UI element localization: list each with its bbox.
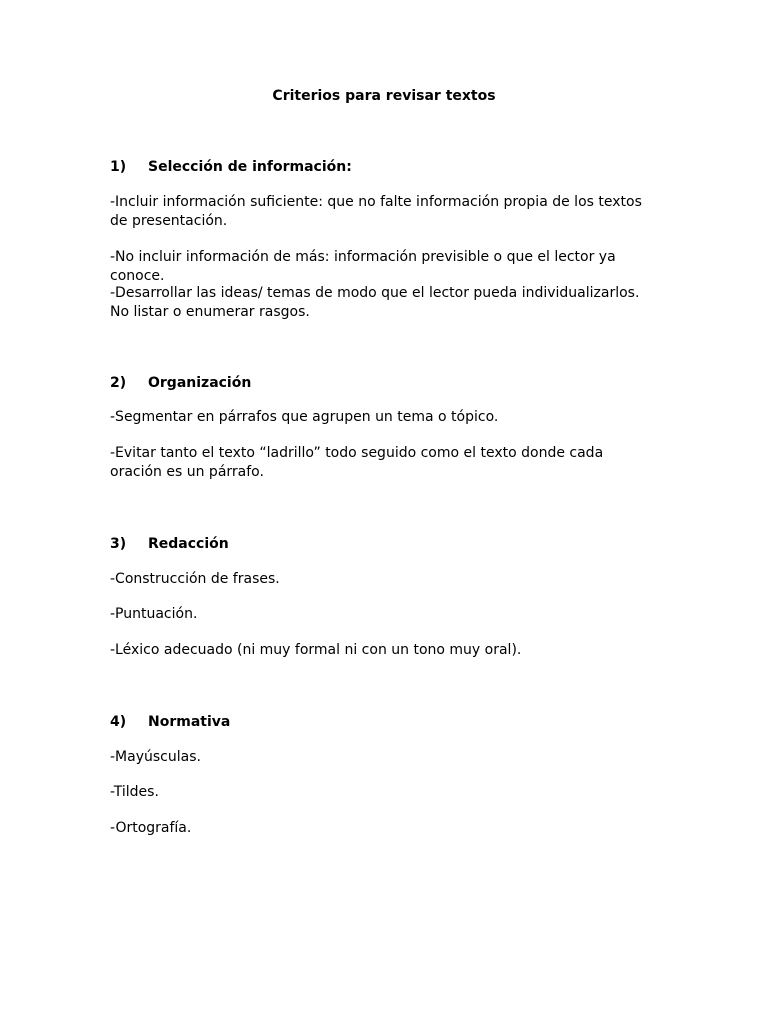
section-title: Selección de información: (148, 159, 352, 175)
section-number: 3) (110, 536, 127, 552)
section-item: -Desarrollar las ideas/ temas de modo que el lector pueda individualizarlos. No listar o enumerar rasgos. (110, 285, 640, 320)
section-number: 1) (110, 159, 127, 175)
section-item: -Mayúsculas. (110, 749, 201, 765)
section-item: -Léxico adecuado (ni muy formal ni con un tono muy oral). (110, 642, 522, 658)
section-item: -Ortografía. (110, 820, 192, 836)
section-number: 4) (110, 714, 127, 730)
section-item: -Segmentar en párrafos que agrupen un tema o tópico. (110, 409, 499, 425)
section-heading-normativa (110, 712, 230, 732)
section-item: -Evitar tanto el texto “ladrillo” todo seguido como el texto donde cada oración es un párrafo. (110, 445, 604, 480)
section-item: -No incluir información de más: información previsible o que el lector ya conoce. (110, 249, 616, 284)
section-heading-organizacion (110, 373, 251, 393)
section-heading-redaccion (110, 534, 229, 554)
section-title: Normativa (148, 714, 231, 730)
section-heading-seleccion (110, 157, 352, 177)
section-item: -Construcción de frases. (110, 571, 280, 587)
section-number: 2) (110, 375, 127, 391)
section-title: Organización (148, 375, 252, 391)
section-title: Redacción (148, 536, 229, 552)
section-item: -Incluir información suficiente: que no falte información propia de los textos de presentación. (110, 194, 642, 229)
section-item: -Tildes. (110, 784, 159, 800)
section-item: -Puntuación. (110, 606, 198, 622)
document-title: Criterios para revisar textos (272, 88, 496, 104)
